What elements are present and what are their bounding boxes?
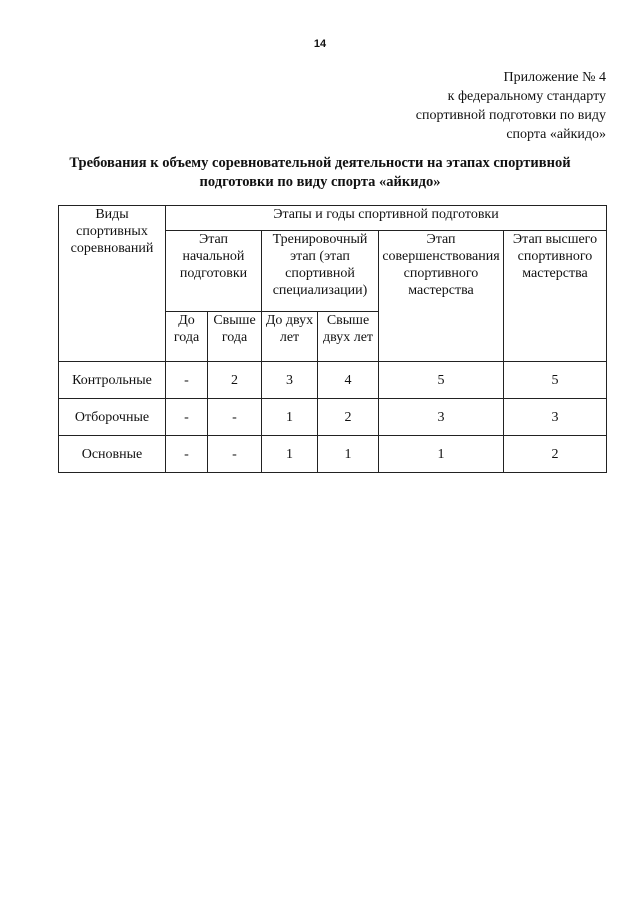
table-cell: - [208,399,262,436]
appendix-line: спорта «айкидо» [506,127,606,142]
table-cell: 3 [379,399,504,436]
table-cell: 1 [262,436,318,473]
appendix-line: к федеральному стандарту [447,89,606,104]
table-cell: 1 [379,436,504,473]
table-cell: 2 [208,362,262,399]
header-kinds: Виды спортивных соревнований [59,206,166,362]
appendix-line: спортивной подготовки по виду [415,108,606,123]
table-row [59,362,607,399]
header-stage-training: Тренировочный этап (этап спортивной специализации) [262,231,379,312]
table-cell: 3 [262,362,318,399]
table-cell: 4 [318,362,379,399]
row-name: Отборочные [59,399,166,436]
table-cell: - [166,399,208,436]
header-up-to-year: До года [166,312,208,362]
table-cell: 2 [504,436,607,473]
page-number: 14 [313,38,327,50]
table-cell: - [166,362,208,399]
table-cell: - [166,436,208,473]
table-cell: 5 [379,362,504,399]
row-name: Контрольные [59,362,166,399]
header-over-two-years: Свыше двух лет [318,312,379,362]
table-cell: - [208,436,262,473]
header-stages: Этапы и годы спортивной подготовки [166,206,607,231]
header-over-year: Свыше года [208,312,262,362]
table-cell: 3 [504,399,607,436]
table-cell: 2 [318,399,379,436]
table-row [59,436,607,473]
table-row [59,399,607,436]
appendix-block [416,68,606,144]
header-stage-initial: Этап начальной подготовки [166,231,262,312]
header-up-to-two-years: До двух лет [262,312,318,362]
header-stage-higher: Этап высшего спортивного мастерства [504,231,607,362]
table-cell: 1 [262,399,318,436]
appendix-line: Приложение № 4 [503,70,606,85]
header-stage-improvement: Этап совершенствования спортивного мастерства [379,231,504,362]
title-line: подготовки по виду спорта «айкидо» [199,174,441,190]
requirements-table [58,205,607,473]
document-title [40,154,600,192]
row-name: Основные [59,436,166,473]
table-cell: 5 [504,362,607,399]
table-cell: 1 [318,436,379,473]
title-line: Требования к объему соревновательной деятельности на этапах спортивной [69,155,571,171]
